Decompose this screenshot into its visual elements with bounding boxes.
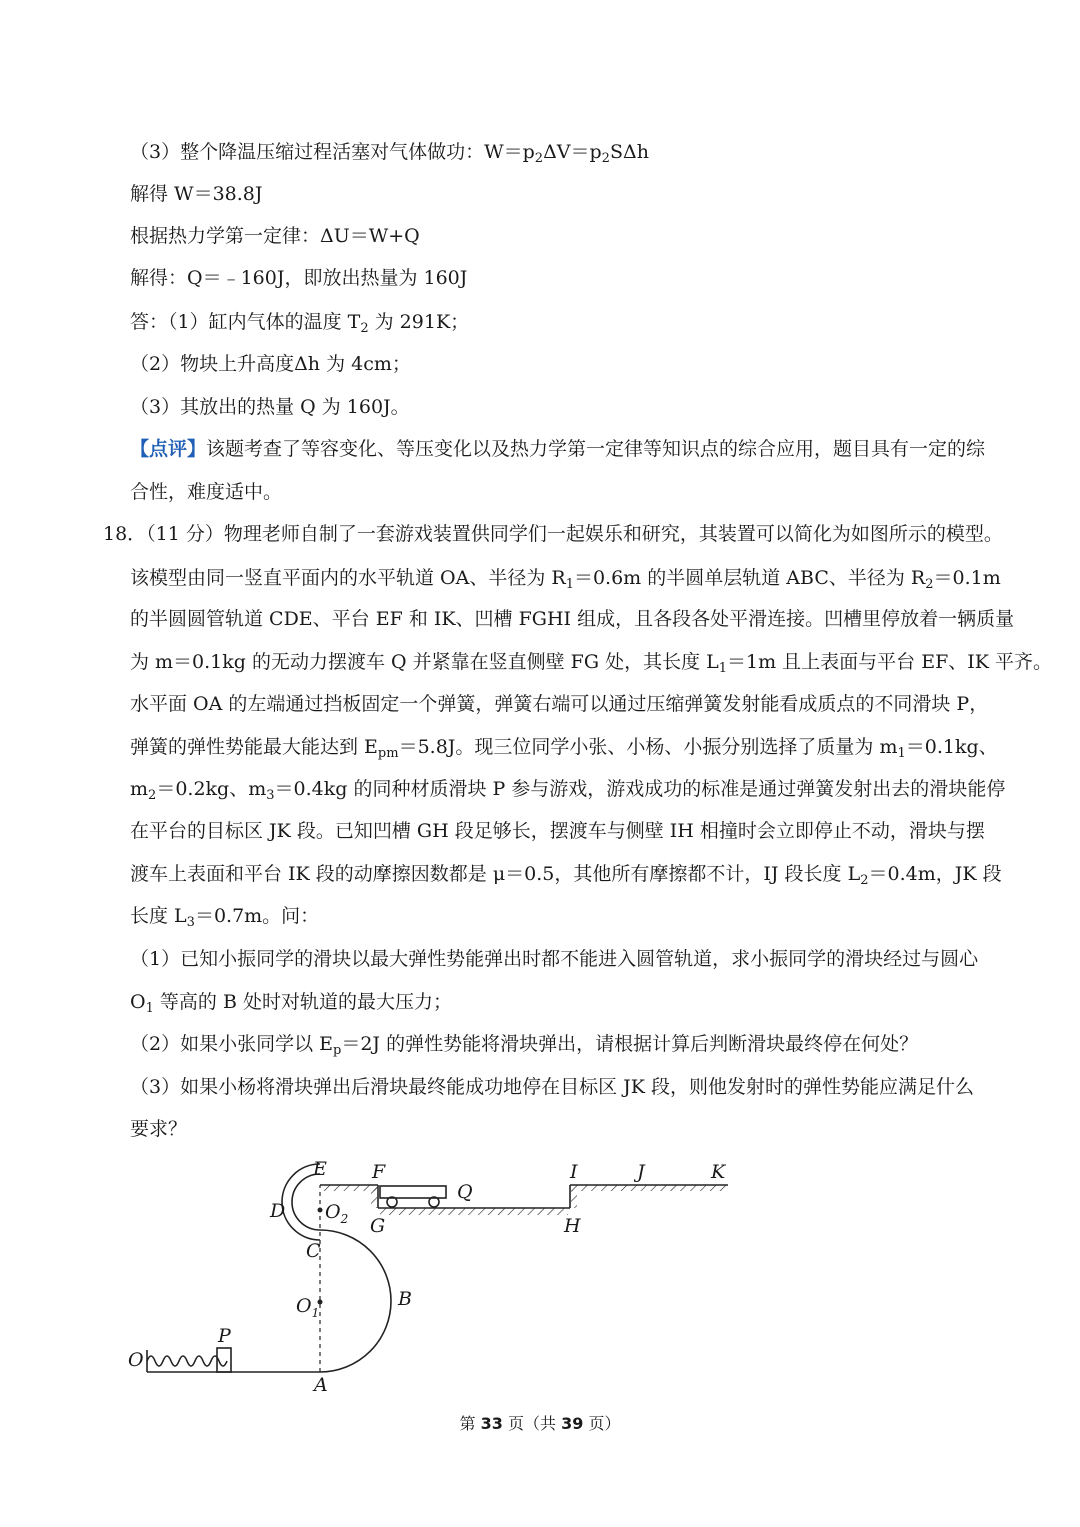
hatch-GH — [380, 1208, 568, 1215]
label-A: A — [314, 1374, 328, 1396]
answer-line-1: 答：（1）缸内气体的温度 $T_2$ 为 291K； — [130, 311, 470, 336]
question-line-3: 的半圆圆管轨道 CDE、平台 EF 和 IK、凹槽 FGHI 组成，且各段各处平滑连接。凹槽里停放着一辆质量 — [130, 608, 1015, 630]
label-E: E — [313, 1158, 327, 1180]
label-H: H — [564, 1215, 581, 1237]
page-number: 33 — [480, 1414, 503, 1433]
page-footer: 第 33 页（共 39 页） — [459, 1414, 621, 1433]
page-total: 39 — [561, 1414, 584, 1433]
comment-tag: 【点评】 — [130, 438, 207, 460]
label-C: C — [306, 1240, 321, 1262]
hatch-FG — [371, 1187, 377, 1208]
label-J: J — [637, 1161, 645, 1183]
label-O: O — [128, 1349, 144, 1371]
label-G: G — [370, 1215, 386, 1237]
track-diagram — [120, 1150, 750, 1400]
tube-inner — [292, 1174, 320, 1230]
label-F: F — [372, 1161, 386, 1183]
label-P: P — [218, 1325, 231, 1347]
question-line-10: 长度 $L_3=0.7m$。问： — [130, 905, 320, 930]
question-line-5: 水平面 OA 的左端通过挡板固定一个弹簧，弹簧右端可以通过压缩弹簧发射能看成质点的不同滑块 P， — [130, 693, 989, 715]
part1-line-1: （1）已知小振同学的滑块以最大弹性势能弹出时都不能进入圆管轨道，求小振同学的滑块经过与圆心 — [130, 948, 979, 970]
solution-line-2: 解得 W＝38.8J — [130, 183, 263, 205]
hatch-EF — [322, 1185, 378, 1191]
answer-line-3: （3）其放出的热量 Q 为 160J。 — [130, 396, 410, 418]
label-O1: $O_1$ — [296, 1295, 320, 1320]
solution-line-4: 解得：Q＝﹣160J，即放出热量为 160J — [130, 267, 468, 289]
label-I: I — [570, 1161, 578, 1183]
hatch-IK — [572, 1185, 728, 1191]
part1-line-2: $O_1$ 等高的 B 处时对轨道的最大压力； — [130, 991, 452, 1016]
label-D: D — [270, 1200, 286, 1222]
label-Q: Q — [457, 1181, 473, 1203]
question-line-4: 为 m＝0.1kg 的无动力摆渡车 Q 并紧靠在竖直侧壁 FG 处，其长度 $L_1=1m$ 且上表面与平台 EF、IK 平齐。 — [130, 651, 1053, 676]
center-O2 — [318, 1208, 323, 1213]
center-O1 — [318, 1300, 323, 1305]
solution-line-1: （3）整个降温压缩过程活塞对气体做功：$W=p_2\Delta V=p_2S\Delta h$ — [130, 141, 649, 166]
question-line-1: 18．（11 分）物理老师自制了一套游戏装置供同学们一起娱乐和研究，其装置可以简化为如图所示的模型。 — [103, 523, 1003, 545]
comment-line-2: 合性，难度适中。 — [130, 481, 283, 503]
question-line-7: $m_2=0.2kg$、$m_3=0.4kg$ 的同种材质滑块 P 参与游戏，游戏成功的标准是通过弹簧发射出去的滑块能停 — [130, 778, 1006, 803]
comment-line-1: 【点评】该题考查了等容变化、等压变化以及热力学第一定律等知识点的综合应用，题目具有一定的综 — [130, 438, 986, 460]
label-O2: $O_2$ — [325, 1201, 349, 1226]
cart-Q — [380, 1186, 446, 1198]
question-line-6: 弹簧的弹性势能最大能达到 $E_{pm}=5.8J$。现三位同学小张、小杨、小振分别选择了质量为 $m_1=0.1kg$、 — [130, 736, 998, 761]
hatch-HI — [571, 1190, 577, 1208]
question-line-2: 该模型由同一竖直平面内的水平轨道 OA、半径为 $R_1=0.6m$ 的半圆单层轨道 ABC、半径为 $R_2=0.1m$ — [130, 567, 1001, 592]
answer-line-2: （2）物块上升高度Δh 为 4cm； — [130, 353, 411, 375]
part3-line-2: 要求？ — [130, 1118, 188, 1140]
part2-line: （2）如果小张同学以 $E_p=2J$ 的弹性势能将滑块弹出，请根据计算后判断滑块最终停在何处？ — [130, 1033, 919, 1058]
track-ABC — [320, 1230, 391, 1372]
part3-line-1: （3）如果小杨将滑块弹出后滑块最终能成功地停在目标区 JK 段，则他发射时的弹性势能应满足什么 — [130, 1076, 974, 1098]
solution-line-3: 根据热力学第一定律：ΔU＝W+Q — [130, 225, 420, 247]
spring — [147, 1356, 227, 1366]
question-line-8: 在平台的目标区 JK 段。已知凹槽 GH 段足够长，摆渡车与侧壁 IH 相撞时会立即停止不动，滑块与摆 — [130, 820, 985, 842]
label-K: K — [711, 1161, 726, 1183]
label-B: B — [398, 1288, 412, 1310]
question-line-9: 渡车上表面和平台 IK 段的动摩擦因数都是 μ＝0.5，其他所有摩擦都不计，IJ 段长度 $L_2=0.4m$，JK 段 — [130, 863, 1002, 888]
